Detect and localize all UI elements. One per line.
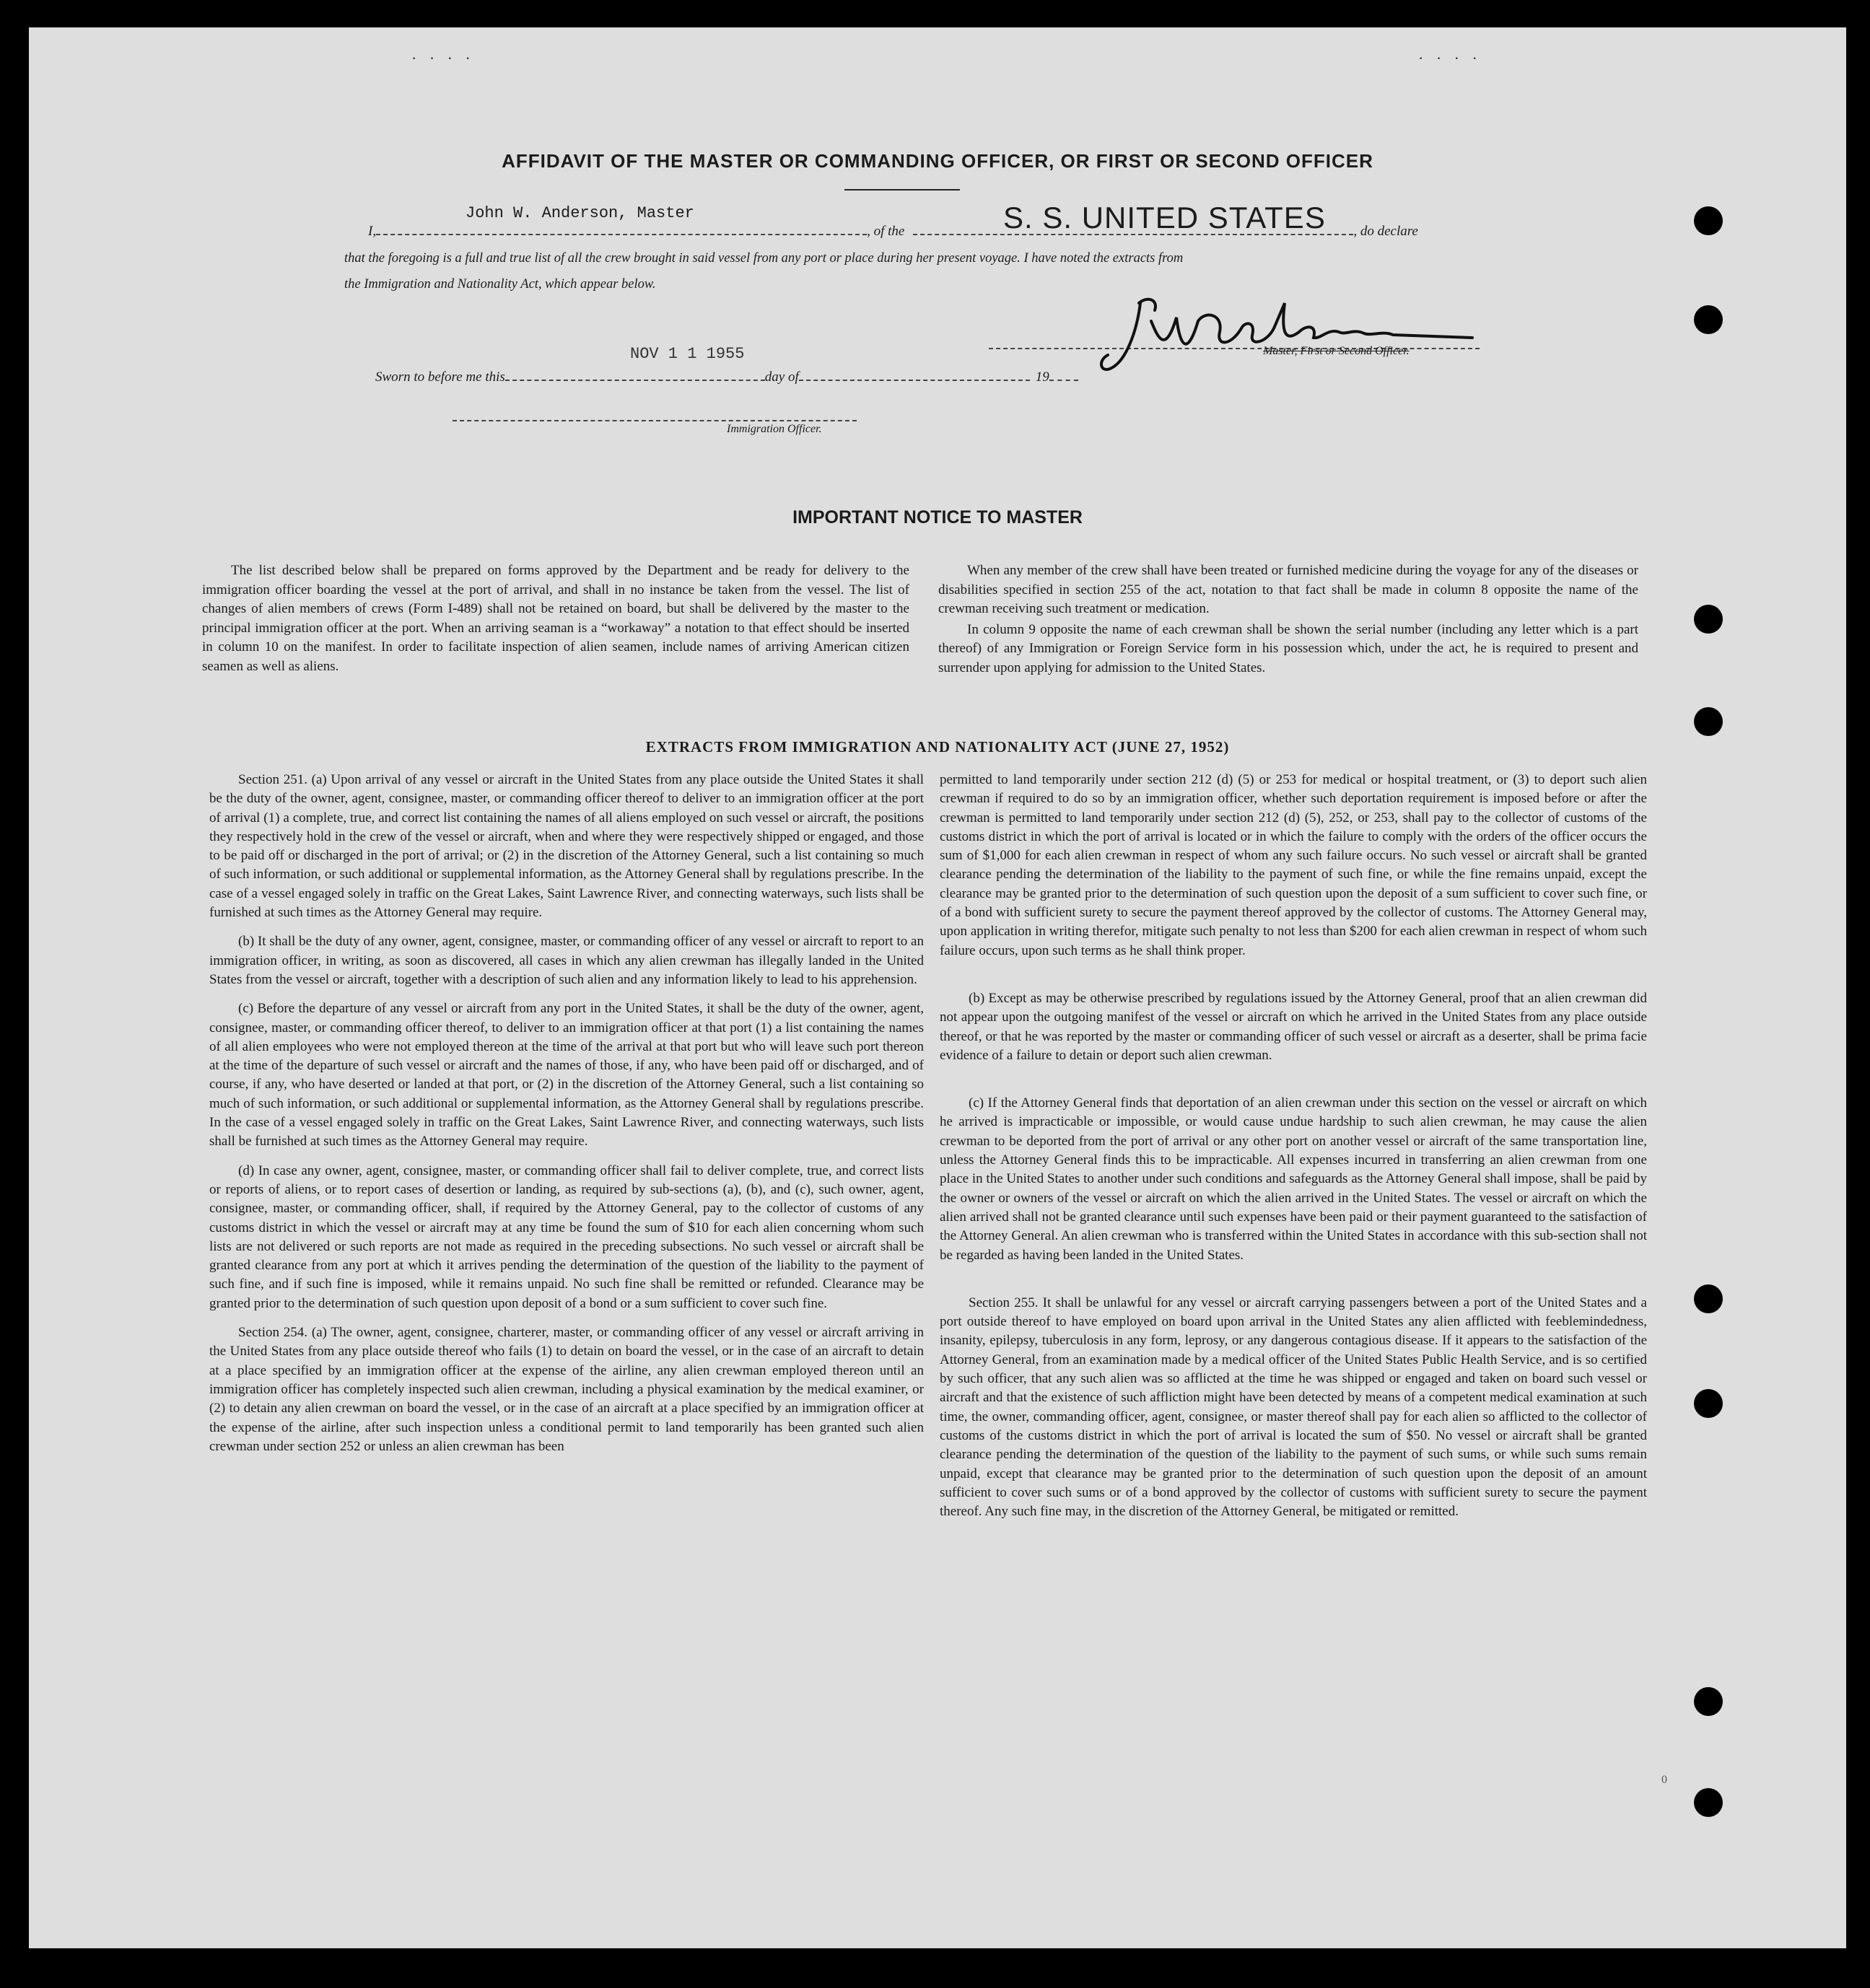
declaration-name-line	[368, 224, 1418, 240]
binder-hole	[1694, 1389, 1723, 1418]
day-of-label: day of	[764, 369, 799, 385]
section-254a-continued: permitted to land temporarily under section 212 (d) (5) or 253 for medical or hospital treatment, or (3) to deport such alien crewman if required to do so by an immigration officer, whether such deportation requirement is imposed before or after the crewman is permitted to land temporarily under section 212 (d) (5), 252, or 253, shall pay to the collector of customs of the customs district in which the port of arrival is located or in which the failure to comply with the orders of the officer occurs the sum of $1,000 for each alien crewman in respect of whom any such failure occurs. No such vessel or aircraft shall be granted clearance pending the determination of the liability to the payment of such fine, or while the fine remains unpaid, except the clearance may be granted prior to the determination of such question upon the deposit of a sum sufficient to cover such fine, or of a bond with sufficient surety to secure the payment thereof approved by the collector of customs. The Attorney General may, upon application in writing therefor, mitigate such penalty to not less than $200 for each alien crewman in respect of whom such failure occurs, upon such terms as he shall think proper.	[940, 772, 1647, 958]
top-left-marks: · · · ·	[411, 49, 475, 67]
section-254b: (b) Except as may be otherwise prescribed by regulations issued by the Attorney General, proof that an alien crewman did not appear upon the outgoing manifest of the vessel or aircraft on which he arrived in the United States from any place outside thereof, or that he was reported by the master or commanding officer of such vessel or aircraft as a deserter, shall be prima facie evidence of a failure to detain or deport such alien crewman.	[940, 990, 1647, 1063]
prefix-i: I,	[368, 224, 377, 239]
notice-right-paragraph-1: When any member of the crew shall have been treated or furnished medicine during the voyage for any of the diseases or disabilities specified in section 255 of the act, notation to that fact shall be made in column 8 opposite the name of the crewman receiving such treatment or medication.	[938, 563, 1638, 616]
immigration-officer-label: Immigration Officer.	[727, 423, 822, 435]
binder-hole	[1694, 1788, 1723, 1817]
binder-hole	[1694, 707, 1723, 736]
section-251c: (c) Before the departure of any vessel or aircraft from any port in the United States, it shall be the duty of the owner, agent, consignee, master, or commanding officer thereof, to deliver to an immigration officer at that port (1) a list containing the names of all alien employees who were not employed thereon at the time of the arrival at that port but who will leave such port thereon at the time of the departure of such vessel or aircraft and the names of those, if any, who have been paid off or discharged, and of course, if any, who have deserted or landed at that port, or (2) in the discretion of the Attorney General, such a list containing so much of such information, or such additional or supplemental information, as the Attorney General shall by regulations prescribe. In the case of a vessel engaged solely in traffic on the Great Lakes, Saint Lawrence River, and connecting waterways, such lists shall be furnished at such times as the Attorney General may require.	[209, 1001, 924, 1150]
binder-hole	[1694, 1687, 1723, 1716]
section-251d: (d) In case any owner, agent, consignee, master, or commanding officer shall fail to deliver complete, true, and correct lists or reports of aliens, or to report cases of desertion or landing, as required by sub-sections (a), (b), and (c), such owner, agent, consignee, master, or commanding officer, shall, if required by the Attorney General, pay to the collector of customs of any customs district in which the vessel or aircraft may at any time be found the sum of $10 for each alien concerning whom such lists are not delivered or such reports are not made as required in the preceding subsections. No such vessel or aircraft shall be granted clearance from any port at which it arrives pending the determination of the question of the liability to the payment of such fine, and if such fine is imposed, while it remains unpaid. No such fine shall be remitted or refunded. Clearance may be granted prior to the determination of such question upon deposit of a bond or a sum sufficient to cover such fine.	[209, 1162, 924, 1311]
name-blank	[376, 234, 867, 235]
year-blank	[1049, 380, 1078, 381]
binder-hole	[1694, 206, 1723, 235]
signature-role-label: Master, First or Second Officer.	[1263, 345, 1410, 357]
extracts-left-column	[209, 771, 924, 1466]
date-stamp: NOV 1 1 1955	[630, 345, 745, 363]
of-the-label: , of the	[867, 224, 905, 239]
vessel-blank	[913, 234, 1353, 235]
sworn-label: Sworn to before me this	[375, 369, 505, 385]
notice-left-paragraph: The list described below shall be prepared on forms approved by the Department and be ready for delivery to the immigration officer boarding the vessel at the port of arrival, and shall in no instance be taken from the vessel. The list of changes of alien members of crews (Form I-489) shall not be retained on board, but shall be delivered by the master to the principal immigration officer at the port. When an arriving seaman is a “workaway” a notation to that effect should be inserted in column 10 on the manifest. In order to facilitate inspection of alien seamen, include names of arriving American citizen seamen as well as aliens.	[202, 563, 909, 674]
section-254a: Section 254. (a) The owner, agent, consignee, charterer, master, or commanding officer of any vessel or aircraft arriving in the United States from any place outside thereof who fails (1) to detain on board the vessel, or in the case of an aircraft to detain at a place specified by an immigration officer at the expense of the airline, any alien crewman employed thereon until an immigration officer has completely inspected such alien crewman, including a physical examination by the medical examiner, or (2) to detain any alien crewman on board the vessel, or in the case of an aircraft at a place specified by an immigration officer at the expense of the airline, after such inspection unless a conditional permit to land temporarily has been granted such alien crewman under section 252 or unless an alien crewman has been	[209, 1325, 924, 1454]
declaration-text-2: the Immigration and Nationality Act, which appear below.	[344, 277, 656, 292]
notice-right-column	[938, 561, 1638, 688]
notice-title: IMPORTANT NOTICE TO MASTER	[792, 507, 1083, 527]
notice-left-column	[202, 561, 909, 686]
affidavit-title: AFFIDAVIT OF THE MASTER OR COMMANDING OFFICER, OR FIRST OR SECOND OFFICER	[502, 150, 1373, 172]
extracts-right-column	[940, 771, 1647, 1531]
declaration-text-1: that the foregoing is a full and true list of all the crew brought in said vessel from any port or place during her present voyage. I have noted the extracts from	[344, 251, 1184, 266]
do-declare-label: , do declare	[1353, 224, 1418, 239]
binder-hole	[1694, 305, 1723, 334]
notice-right-paragraph-2: In column 9 opposite the name of each crewman shall be shown the serial number (including any letter which is a part thereof) of any Immigration or Foreign Service form in his possession which, under the act, he is required to present and surrender upon applying for admission to the United States.	[938, 621, 1638, 675]
section-255: Section 255. It shall be unlawful for any vessel or aircraft carrying passengers between a port of the United States and a port outside thereof to have employed on board upon arrival in the United States any alien afflicted with feeblemindedness, insanity, epilepsy, tuberculosis in any form, leprosy, or any dangerous contagious disease. If it appears to the satisfaction of the Attorney General, from an examination made by a medical officer of the United States Public Health Service, and is so certified by such officer, that any such alien was so afflicted at the time he was shipped or engaged and taken on board such vessel or aircraft and that the existence of such affliction might have been detected by means of a competent medical examination at such time, the owner, commanding officer, agent, consignee, or master thereof shall pay for each alien so afflicted to the collector of customs of the customs district in which the port of arrival is located the sum of $50. No vessel or aircraft shall be granted clearance pending the determination of the question of the liability to the payment of such sums, or while such sums remain unpaid, except that clearance may be granted prior to the determination of such question upon the deposit of an amount sufficient to cover such sums or of a bond approved by the collector of customs with sufficient surety to secure the payment thereof. Any such fine may, in the discretion of the Attorney General, be mitigated or remitted.	[940, 1295, 1647, 1520]
document-page	[29, 27, 1846, 1948]
section-254c: (c) If the Attorney General finds that deportation of an alien crewman under this section on the vessel or aircraft on which he arrived is impracticable or impossible, or would cause undue hardship to such alien crewman, he may cause the alien crewman to be deported from the port of arrival or any other port on another vessel or aircraft of the same transportation line, unless the Attorney General finds this to be impracticable. All expenses incurred in transferring an alien crewman from one place in the United States to another under such conditions and safeguards as the Attorney General shall impose, shall be paid by the owner or owners of the vessel or aircraft on which the alien arrived in the United States. The vessel or aircraft on which the alien arrived shall not be granted clearance until such expenses have been paid or their payment guaranteed to the satisfaction of the Attorney General. An alien crewman who is transferred within the United States in accordance with this sub-section shall not be regarded as having been landed in the United States.	[940, 1095, 1647, 1263]
sworn-day-blank	[505, 380, 765, 381]
title-divider	[844, 189, 960, 191]
master-name-typed: John W. Anderson, Master	[466, 204, 694, 222]
sworn-line	[375, 369, 1078, 385]
section-251b: (b) It shall be the duty of any owner, agent, consignee, master, or commanding officer of any vessel or aircraft to report to an immigration officer, in writing, as soon as discovered, all cases in which any alien crewman has illegally landed in the United States from the vessel or aircraft, together with a description of such alien and any information likely to lead to his apprehension.	[209, 934, 924, 987]
top-right-marks: · · · ·	[1418, 49, 1482, 67]
year-prefix: 19	[1035, 369, 1049, 385]
sworn-month-blank	[799, 380, 1030, 381]
binder-hole	[1694, 605, 1723, 634]
handwritten-signature	[1097, 289, 1501, 382]
page-corner-mark: 0	[1661, 1774, 1667, 1786]
section-251a: Section 251. (a) Upon arrival of any vessel or aircraft in the United States from any place outside the United States it shall be the duty of the owner, agent, consignee, master, or commanding officer thereof to deliver to an immigration officer at the port of arrival (1) a complete, true, and correct list containing the names of all aliens employed on such vessel or aircraft, the positions they respectively hold in the crew of the vessel or aircraft, when and where they were respectively shipped or engaged, and those to be paid off or discharged in the port of arrival; or (2) in the discretion of the Attorney General, such a list containing so much of such information, or such additional or supplemental information, as the Attorney General shall by regulations prescribe. In the case of a vessel engaged solely in traffic on the Great Lakes, Saint Lawrence River, and connecting waterways, such lists shall be furnished at such times as the Attorney General may require.	[209, 772, 924, 921]
extracts-title: EXTRACTS FROM IMMIGRATION AND NATIONALITY ACT (JUNE 27, 1952)	[645, 738, 1230, 756]
vessel-name: S. S. UNITED STATES	[1003, 201, 1326, 235]
binder-hole	[1694, 1284, 1723, 1313]
